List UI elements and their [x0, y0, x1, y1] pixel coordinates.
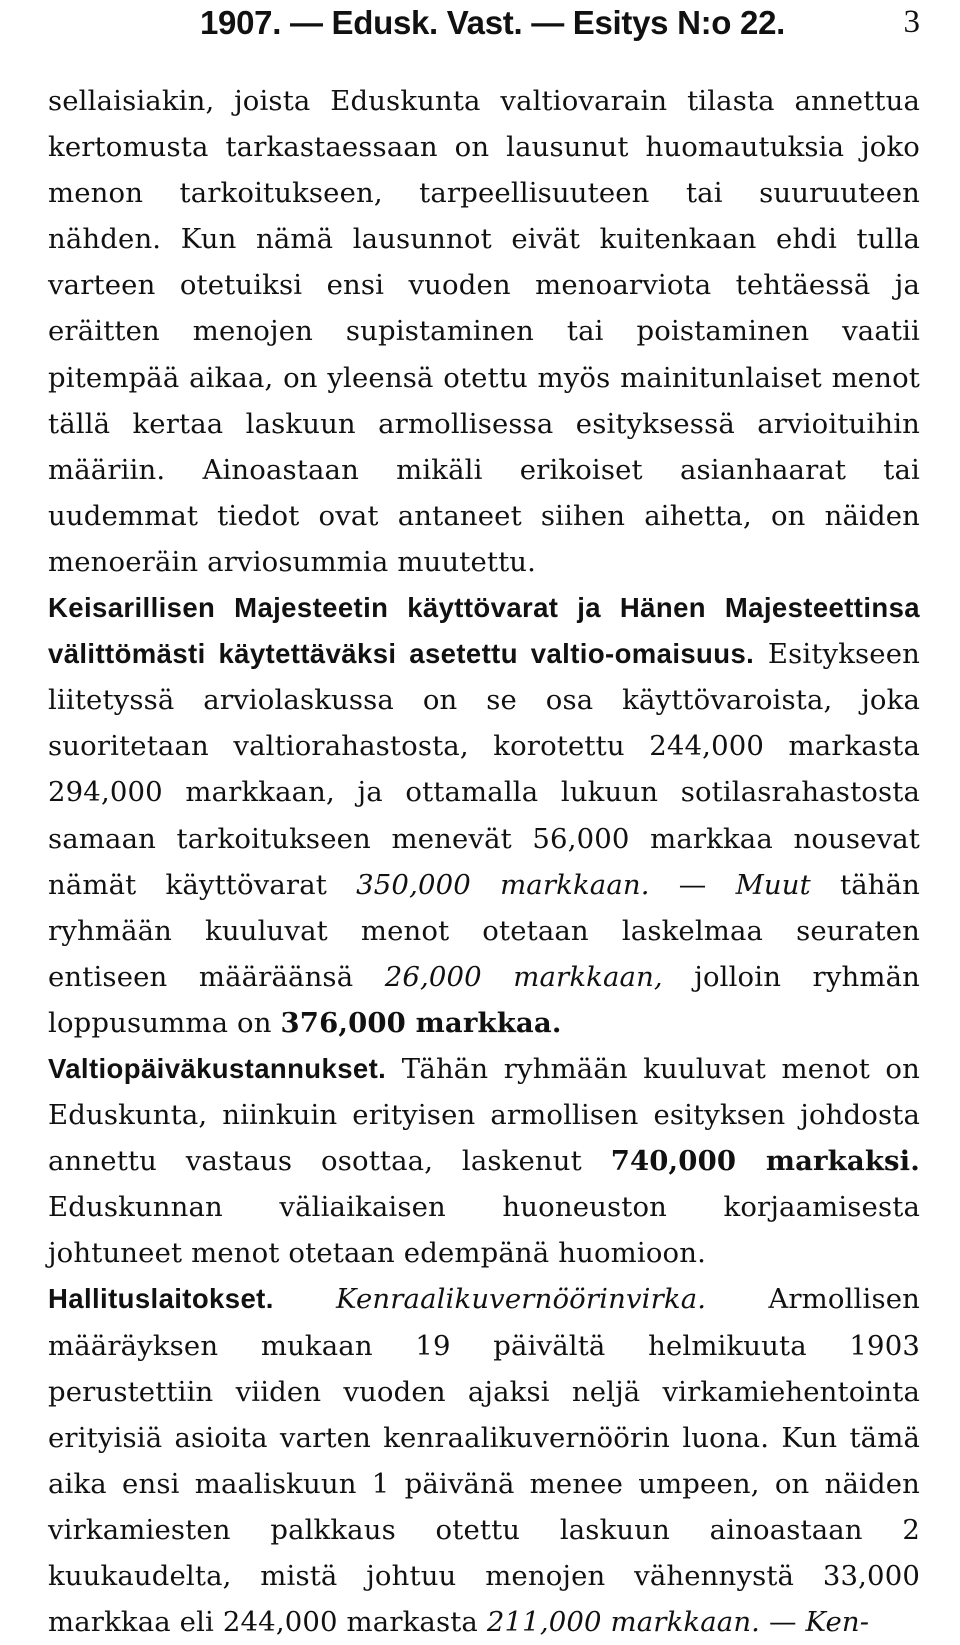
bold-total: 376,000 markkaa. — [280, 1006, 562, 1039]
running-header — [48, 4, 920, 50]
page-number: 3 — [903, 4, 920, 40]
italic-continuation: Ken- — [805, 1606, 870, 1639]
header-title: 1907. — Edusk. Vast. — Esitys N:o 22. — [200, 4, 785, 41]
paragraph-text: Armollisen määräyksen mukaan 19 päivältä helmikuuta 1903 perustettiin viiden vuoden ajaksi neljä virkamiehentointa erityisiä asioita varten kenraalikuvernöörin luona. Kun tämä aika ensi maaliskuun 1 päivänä menee umpeen, on näiden virkamiesten palkkaus otettu laskuun ainoastaan 2 kuukaudelta, mistä johtuu menojen vähennystä 33,000 markkaa eli 244,000 markasta — [48, 1283, 920, 1639]
italic-amount: 211,000 markkaan. — [486, 1606, 761, 1639]
document-page — [48, 0, 920, 1645]
paragraph-text: sellaisiakin, joista Eduskunta valtiovarain tilasta annettua kertomusta tarkastaessaan on lausunut huomautuksia joko menon tarkoitukseen, tarpeellisuuteen tai suuruuteen nähden. Kun nämä lausunnot eivät kuitenkaan ehdi tulla varteen otetuiksi ensi vuoden menoarviota tehtäessä ja eräitten menojen supistaminen tai poistaminen vaatii pitempää aikaa, on yleensä otettu myös mainitunlaiset menot tällä kertaa laskuun armollisessa esityksessä arvioituihin määriin. Ainoastaan mikäli erikoiset asianhaarat tai uudemmat tiedot ovat antaneet siihen aihetta, on näiden menoeräin arviosummia muutettu. — [48, 85, 920, 578]
paragraph-government-offices — [48, 1276, 920, 1645]
paragraph-text — [274, 1283, 336, 1315]
paragraph-text: Esitykseen liitetyssä arviolaskussa on se osa käyttövaroista, joka suoritetaan valtiorahastosta, korotettu 244,000 markasta 294,000 markkaan, ja ottamalla lukuun sotilasrahastosta samaan tarkoitukseen menevät 56,000 markkaa nousevat nämät käyttövarat — [48, 638, 920, 901]
italic-subheading: Kenraalikuvernöörinvirka. — [335, 1283, 707, 1316]
paragraph-intro — [48, 78, 920, 585]
paragraph-text: jolloin ryhmän loppusumma on — [48, 960, 921, 1039]
paragraph-text: — — [760, 1606, 806, 1639]
paragraph-diet-costs — [48, 1046, 920, 1276]
italic-amount: 26,000 markkaan, — [384, 960, 663, 993]
bold-total: 740,000 markaksi. — [610, 1145, 921, 1178]
section-heading: Hallituslaitokset. — [48, 1283, 274, 1315]
italic-amount: 350,000 markkaan. — [356, 868, 650, 901]
paragraph-text: tähän ryhmään kuuluvat menot otetaan laskelmaa seuraten entiseen määräänsä — [48, 868, 921, 993]
section-heading: Keisarillisen Majesteetin käyttövarat ja Hänen Majesteettinsa välittömästi käytettäväksi asetettu valtio-omaisuus. — [48, 592, 920, 670]
italic-term: Muut — [735, 868, 811, 901]
paragraph-text: Tähän ryhmään kuuluvat menot on Eduskunta, niinkuin erityisen armollisen esityksen johdosta annettu vastaus osottaa, laskenut — [48, 1052, 920, 1178]
paragraph-imperial-funds — [48, 585, 920, 1046]
paragraph-text: — — [649, 868, 736, 901]
paragraph-text: Eduskunnan väliaikaisen huoneuston korjaamisesta johtuneet menot otetaan edempänä huomioon. — [48, 1191, 920, 1270]
section-heading: Valtiopäiväkustannukset. — [48, 1052, 387, 1084]
